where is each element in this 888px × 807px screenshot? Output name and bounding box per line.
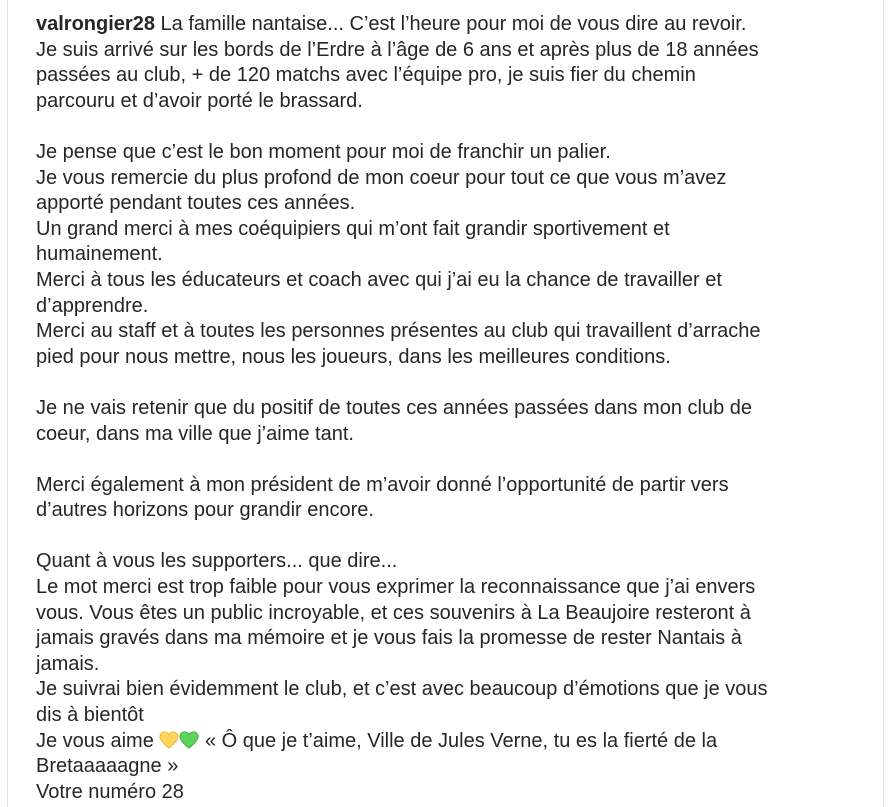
caption-line: Votre numéro 28	[36, 780, 184, 803]
yellow-heart-icon	[159, 731, 179, 749]
caption-line: Bretaaaaagne »	[36, 755, 179, 778]
caption-line: vous. Vous êtes un public incroyable, et ces souvenirs à La Beaujoire resteront à	[36, 601, 751, 624]
caption-line: Je pense que c’est le bon moment pour moi de franchir un palier.	[36, 140, 611, 163]
caption-line: d’autres horizons pour grandir encore.	[36, 499, 374, 522]
username-link[interactable]: valrongier28	[36, 13, 155, 35]
caption-line: Je suis arrivé sur les bords de l’Erdre à l’âge de 6 ans et après plus de 18 années	[36, 38, 759, 61]
caption-line: jamais gravés dans ma mémoire et je vous fais la promesse de rester Nantais à	[36, 627, 742, 650]
caption-line: coeur, dans ma ville que j’aime tant.	[36, 422, 354, 445]
post-caption	[36, 12, 876, 805]
caption-line: d’apprendre.	[36, 294, 149, 317]
caption-line: Quant à vous les supporters... que dire...	[36, 550, 398, 573]
caption-line: Merci à tous les éducateurs et coach avec qui j’ai eu la chance de travailler et	[36, 268, 722, 291]
caption-line: « Ô que je t’aime, Ville de Jules Verne, tu es la fierté de la	[199, 729, 718, 752]
caption-line: Je vous aime	[36, 729, 160, 752]
caption-line: La famille nantaise... C’est l’heure pour moi de vous dire au revoir.	[154, 13, 747, 35]
caption-line: parcouru et d’avoir porté le brassard.	[36, 89, 363, 112]
caption-line: dis à bientôt	[36, 704, 144, 727]
caption-line: apporté pendant toutes ces années.	[36, 192, 356, 215]
caption-line: Je ne vais retenir que du positif de toutes ces années passées dans mon club de	[36, 396, 753, 419]
caption-line: jamais.	[36, 652, 100, 675]
caption-line: Un grand merci à mes coéquipiers qui m’ont fait grandir sportivement et	[36, 217, 670, 240]
caption-line: humainement.	[36, 243, 163, 266]
caption-line: passées au club, + de 120 matchs avec l’équipe pro, je suis fier du chemin	[36, 64, 696, 87]
post-caption-panel	[7, 0, 884, 807]
caption-line: Le mot merci est trop faible pour vous exprimer la reconnaissance que j’ai envers	[36, 576, 756, 599]
caption-line: Je vous remercie du plus profond de mon coeur pour tout ce que vous m’avez	[36, 166, 727, 189]
caption-line: Merci au staff et à toutes les personnes présentes au club qui travaillent d’arrache	[36, 320, 761, 343]
caption-line: Je suivrai bien évidemment le club, et c’est avec beaucoup d’émotions que je vous	[36, 678, 768, 701]
caption-line: Merci également à mon président de m’avoir donné l’opportunité de partir vers	[36, 473, 729, 496]
green-heart-icon	[179, 731, 199, 749]
caption-line: pied pour nous mettre, nous les joueurs, dans les meilleures conditions.	[36, 345, 671, 368]
